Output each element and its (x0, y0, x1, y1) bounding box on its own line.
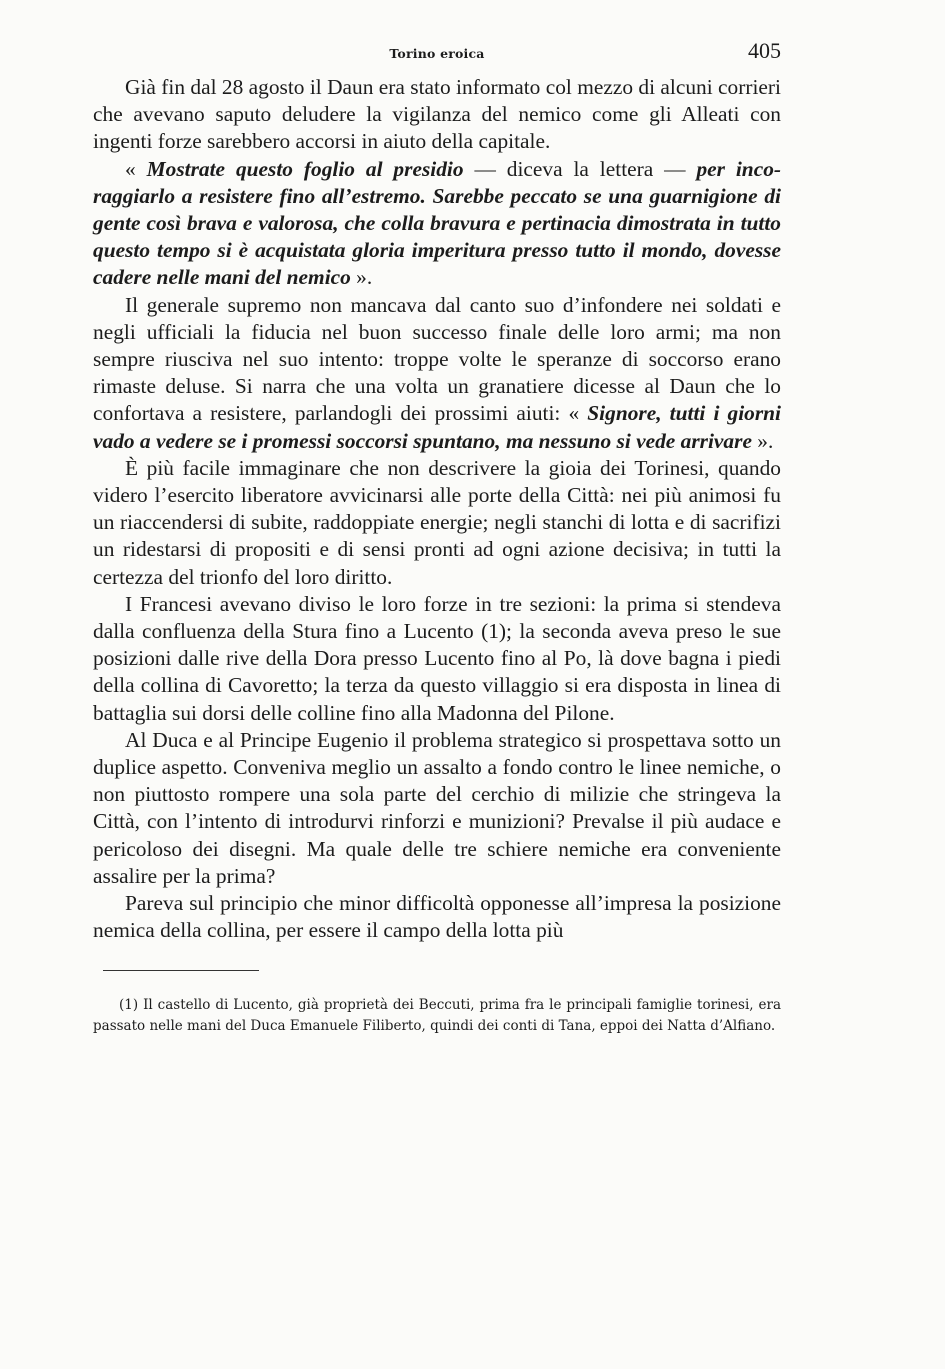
paragraph-5: I Francesi avevano diviso le loro forze in tre sezioni: la prima si stendeva dalla confluenza della Stura fino a Lucento (1); la seconda aveva preso le sue posizioni dalle rive della Dora presso Lucento fino al Po, là dove bagna i piedi della collina di Cavoretto; la terza da questo villaggio si era disposta in linea di battaglia sui dorsi delle colline fino alla Madonna del Pilone. (93, 591, 781, 725)
book-page (93, 38, 781, 1037)
paragraph-6: Al Duca e al Principe Eugenio il problema strategico si prospettava sotto un duplice aspetto. Conveniva meglio un assalto a fondo contro le linee nemiche, o non piuttosto rompere una sola parte del cerchio di milizie che stringeva la Città, con l’intento di introdurvi rinforzi e munizioni? Prevalse il più audace e pericoloso dei disegni. Ma quale delle tre schiere nemiche era conveniente assalire per la prima? (93, 727, 781, 888)
page-header (93, 38, 781, 74)
quote-close: ». (751, 428, 774, 453)
running-title: Torino eroica (389, 46, 485, 61)
page-number: 405 (748, 38, 781, 63)
letter-quote-part-1: Mostrate questo foglio al presidio (146, 156, 464, 181)
paragraph-3-text: Il generale supremo non mancava dal canto suo d’infondere nei soldati e negli ufficiali la fiducia nel buon successo finale delle loro armi; ma non sempre riusciva nel suo intento: troppe volte le speranze di soccorso erano rimaste deluse. Si narra che una volta un granatiere dicesse al Daun che lo confortava a resistere, parlandogli dei prossimi aiuti: « (93, 292, 781, 426)
body-text (93, 74, 781, 945)
quote-open: « (125, 156, 147, 181)
paragraph-7: Pareva sul principio che minor difficoltà opponesse all’impresa la posizione nemica della collina, per essere il campo della lotta più (93, 891, 781, 943)
letter-quote-part-2: per incoraggiarlo a resistere fino all’estremo. Sarebbe peccato se una guarnigione di gente così brava e valorosa, che colla bravura e pertinacia dimostrata in tutto questo tempo si è acquistata gloria imperitura presso tutto il mondo, dovesse cadere nelle mani del nemico (93, 156, 782, 290)
grenadier-quote: Signore, tutti i giorni vado a vedere se i promessi soccorsi spuntano, ma nessuno si vede arrivare (93, 401, 781, 453)
footnote-separator (103, 970, 259, 971)
quote-close: ». (350, 265, 373, 290)
letter-attribution: — diceva la lettera — (463, 156, 697, 181)
paragraph-4: È più facile immaginare che non descrivere la gioia dei Torinesi, quando videro l’esercito liberatore avvicinarsi alle porte della Città: nei più animosi fu un riaccendersi di subite, raddoppiate energie; negli stanchi di lotta e di sacrifizi un ridestarsi di propositi e di sensi pronti ad ogni azione decisiva; in tutti la certezza del trionfo del loro diritto. (93, 455, 781, 589)
paragraph-1: Già fin dal 28 agosto il Daun era stato informato col mezzo di alcuni corrieri che avevano saputo deludere la vigilanza del nemico come gli Alleati con ingenti forze sarebbero accorsi in aiuto della capitale. (93, 75, 781, 154)
paragraph-2-letter-quote (93, 156, 781, 292)
footnote-1: (1) Il castello di Lucento, già proprietà dei Beccuti, prima fra le principali famiglie torinesi, era passato nelle mani del Duca Emanuele Filiberto, quindi dei conti di Tana, eppoi dei Natta d’Alfiano. (93, 996, 781, 1034)
paragraph-3 (93, 292, 781, 455)
